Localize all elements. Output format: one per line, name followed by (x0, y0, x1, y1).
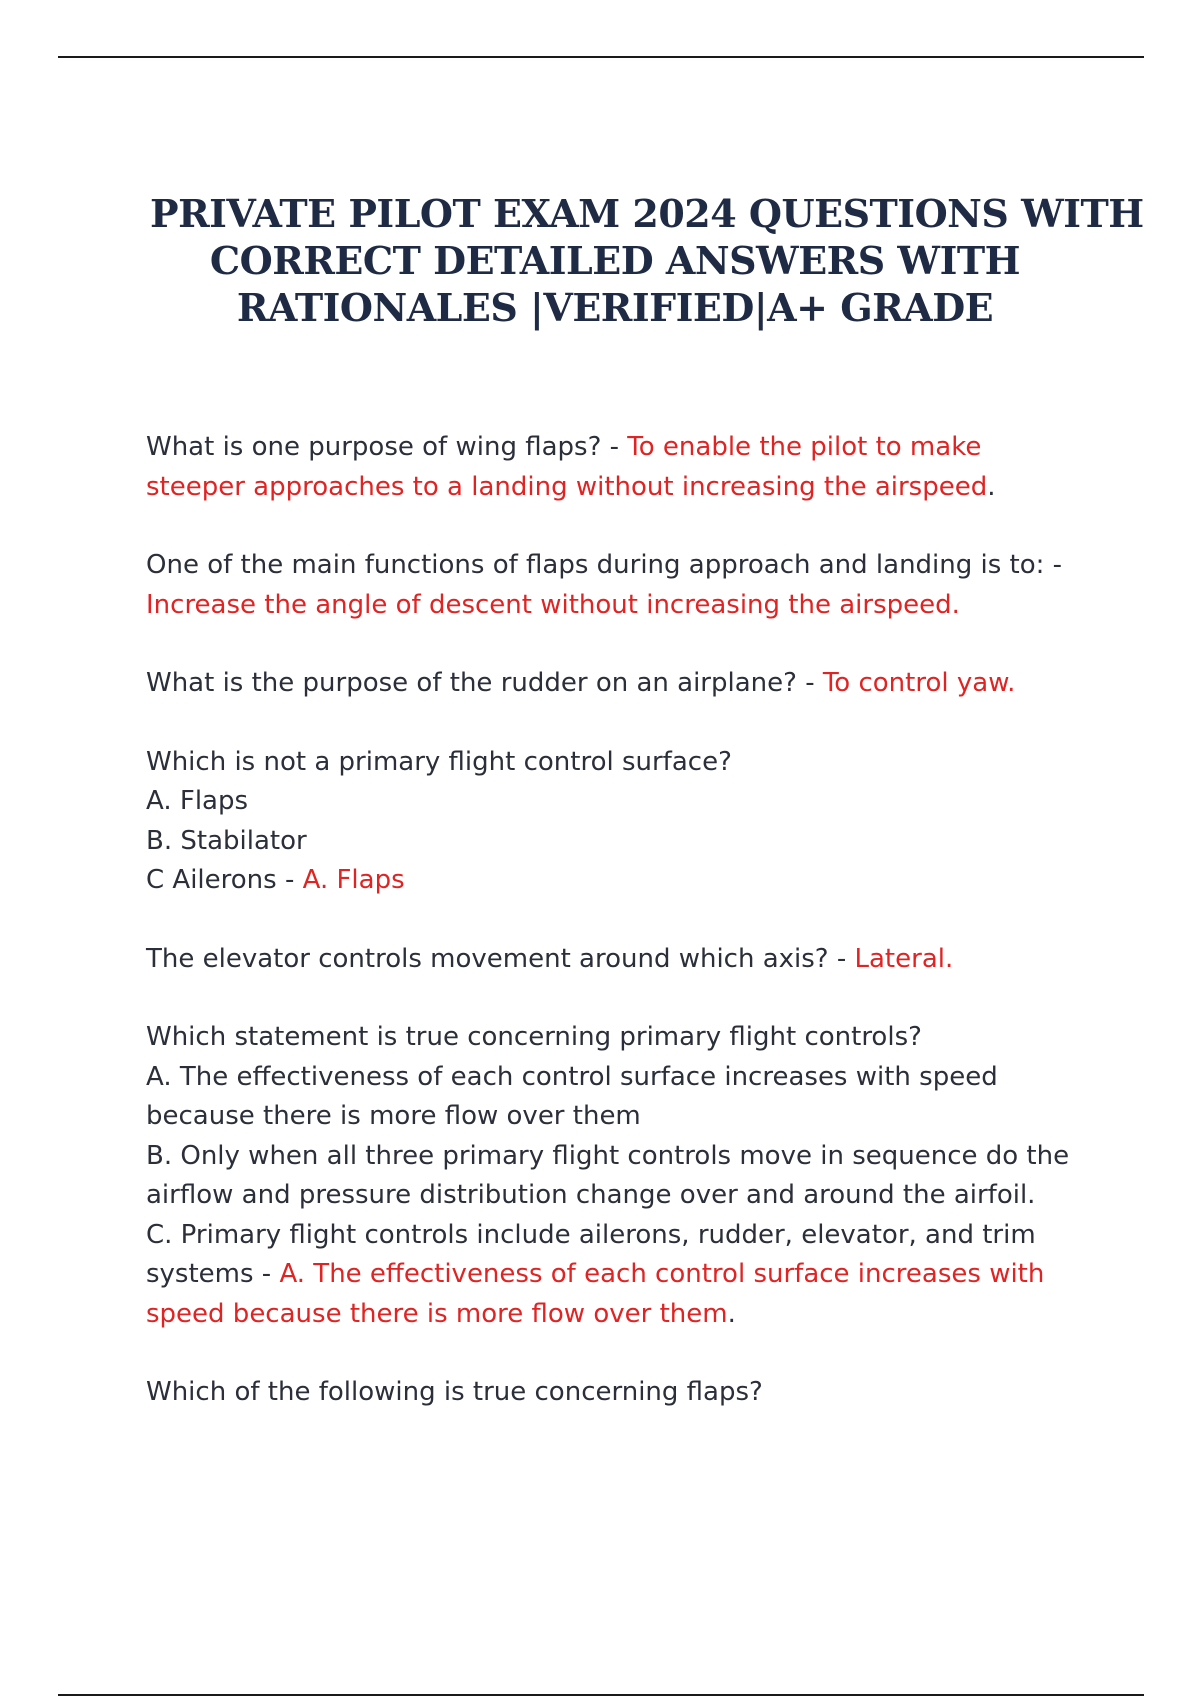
answer-text: A. Flaps (302, 865, 405, 895)
question-text: What is the purpose of the rudder on an airplane? - (146, 668, 823, 698)
question-text: C Ailerons - (146, 865, 303, 895)
question-text: B. Stabilator (146, 825, 307, 856)
question-text: One of the main functions of flaps during approach and landing is to: - (146, 550, 1063, 580)
question-text: A. The effectiveness of each control surface increases with speed (146, 1061, 998, 1092)
qa-line (146, 664, 1106, 704)
answer-text: Increase the angle of descent without increasing the airspeed. (146, 589, 960, 620)
question-text: Which statement is true concerning primary flight controls? (146, 1022, 922, 1052)
qa-item (146, 940, 1106, 980)
question-text: What is one purpose of wing flaps? - (146, 432, 628, 462)
qa-line (146, 1097, 1106, 1137)
answer-text: Lateral. (854, 943, 954, 974)
title-line: PRIVATE PILOT EXAM 2024 QUESTIONS WITH (150, 191, 1144, 236)
bottom-divider (58, 1694, 1144, 1696)
qa-list (146, 428, 1106, 1452)
title-line: CORRECT DETAILED ANSWERS WITH (209, 238, 1021, 283)
qa-line (146, 1137, 1106, 1177)
qa-line (146, 861, 1106, 901)
question-text: Which is not a primary flight control surface? (146, 746, 732, 777)
qa-line (146, 1058, 1106, 1098)
qa-item (146, 743, 1106, 901)
qa-line (146, 1295, 1106, 1335)
qa-line (146, 468, 1106, 508)
qa-item (146, 428, 1106, 507)
qa-line (146, 546, 1106, 586)
question-text: systems - (146, 1259, 280, 1289)
qa-line (146, 743, 1106, 783)
qa-item (146, 664, 1106, 704)
answer-text: A. The effectiveness of each control surface increases with (279, 1259, 1045, 1289)
qa-item (146, 1018, 1106, 1334)
question-text: C. Primary flight controls include ailerons, rudder, elevator, and trim (146, 1219, 1036, 1250)
title-line: RATIONALES |VERIFIED|A+ GRADE (236, 285, 994, 330)
answer-text: steeper approaches to a landing without increasing the airspeed (146, 471, 988, 502)
question-text: . (727, 1298, 736, 1329)
qa-item (146, 1373, 1106, 1413)
qa-line (146, 940, 1106, 980)
answer-text: To control yaw. (822, 668, 1016, 698)
qa-line (146, 428, 1106, 468)
qa-line (146, 1018, 1106, 1058)
qa-line (146, 1255, 1106, 1295)
qa-line (146, 782, 1106, 822)
top-divider (58, 56, 1144, 58)
question-text: The elevator controls movement around which axis? - (146, 943, 855, 974)
answer-text: speed because there is more flow over them (146, 1298, 728, 1329)
qa-item (146, 546, 1106, 625)
qa-line (146, 1373, 1106, 1413)
qa-line (146, 1176, 1106, 1216)
question-text: A. Flaps (146, 786, 249, 816)
answer-text: To enable the pilot to make (627, 432, 982, 462)
question-text: . (987, 471, 996, 502)
qa-line (146, 1216, 1106, 1256)
question-text: B. Only when all three primary flight controls move in sequence do the (146, 1140, 1070, 1171)
question-text: Which of the following is true concerning flaps? (146, 1377, 763, 1407)
question-text: because there is more flow over them (146, 1101, 641, 1131)
question-text: airflow and pressure distribution change over and around the airfoil. (146, 1180, 1036, 1210)
document-title (150, 190, 1144, 331)
qa-line (146, 822, 1106, 862)
qa-line (146, 586, 1106, 626)
